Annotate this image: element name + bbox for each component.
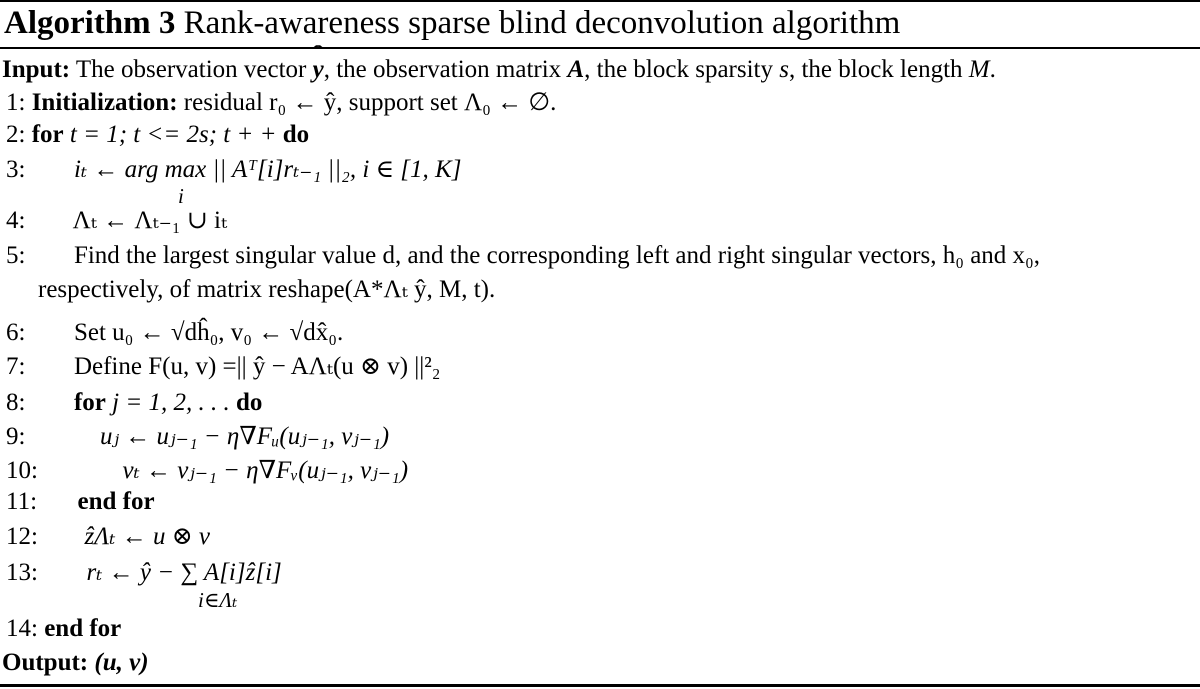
algorithm-title [4, 1, 900, 45]
step-2 [6, 120, 309, 150]
step-8 [6, 388, 262, 418]
step-6 [6, 318, 343, 348]
algorithm-label: Algorithm 3 [4, 5, 176, 41]
step-number: 2: [6, 121, 26, 148]
step-11 [6, 487, 155, 517]
step-text: Set u₀ ← √dĥ₀, v₀ ← √dx̂₀. [73, 319, 344, 346]
step-1 [6, 88, 556, 118]
step-number: 5: [6, 242, 26, 269]
step-text: vₜ ← vⱼ₋₁ − η∇Fᵥ(uⱼ₋₁, vⱼ₋₁) [122, 457, 409, 484]
step-text: j = 1, 2, . . . [112, 389, 230, 416]
sum-subscript: i∈Λₜ [198, 588, 238, 612]
argmax-subscript: i [178, 184, 184, 208]
step-3 [6, 155, 461, 185]
step-text: iₜ ← arg max || Aᵀ[i]rₜ₋₁ ||₂, i ∈ [1, K] [73, 156, 462, 183]
step-keyword-do: do [282, 121, 310, 148]
output-line [2, 648, 149, 678]
step-13 [6, 558, 282, 588]
step-7 [6, 352, 441, 382]
input-sym-m: M [968, 56, 990, 83]
step-text: respectively, of matrix reshape(A*Λₜ ŷ, M, t). [38, 276, 496, 303]
step-number: 4: [6, 207, 26, 234]
input-sym-a: A [567, 56, 585, 83]
step-number: 6: [6, 319, 26, 346]
step-keyword: for [73, 389, 106, 416]
input-text-2: , the observation matrix [323, 56, 562, 83]
step-4 [6, 206, 227, 236]
step-5-continuation [38, 275, 495, 305]
output-label: Output: [2, 649, 89, 676]
input-text-3: , the block sparsity [584, 56, 773, 83]
step-number: 1: [6, 89, 26, 116]
step-keyword-do: do [235, 389, 263, 416]
step-12 [6, 522, 210, 552]
step-14 [6, 614, 121, 644]
step-keyword: end for [77, 488, 155, 515]
input-sym-y: ˆ y [313, 55, 324, 85]
step-number: 13: [6, 559, 38, 586]
step-text: ẑΛₜ ← u ⊗ v [84, 523, 210, 550]
step-number: 7: [6, 353, 26, 380]
input-text-1: The observation vector [75, 56, 307, 83]
algorithm-name: Rank-awareness sparse blind deconvolution algorithm [183, 5, 901, 41]
step-number: 3: [6, 156, 26, 183]
input-sym-s: s [779, 56, 789, 83]
input-line [2, 55, 996, 85]
bottom-rule [0, 684, 1200, 687]
step-number: 14: [6, 615, 38, 642]
output-text: (u, v) [94, 649, 149, 676]
step-9 [6, 422, 389, 452]
step-keyword: for [31, 121, 64, 148]
input-text-5: . [989, 56, 996, 83]
title-rule [0, 47, 1200, 49]
step-text: residual r₀ ← ŷ, support set Λ₀ ← ∅. [183, 89, 557, 116]
step-number: 10: [6, 457, 38, 484]
step-5 [6, 241, 1040, 271]
step-text: Find the largest singular value d, and the corresponding left and right singular vectors, h₀ and x₀, [73, 242, 1041, 269]
step-number: 9: [6, 423, 26, 450]
step-keyword: Initialization: [31, 89, 178, 116]
step-text: rₜ ← ŷ − ∑ A[i]ẑ[i] [86, 559, 282, 586]
input-text-4: , the block length [788, 56, 963, 83]
step-text: uⱼ ← uⱼ₋₁ − η∇Fᵤ(uⱼ₋₁, vⱼ₋₁) [99, 423, 390, 450]
input-label: Input: [2, 56, 71, 83]
step-text: Λₜ ← Λₜ₋₁ ∪ iₜ [72, 207, 228, 234]
step-text: Define F(u, v) =|| ŷ − AΛₜ(u ⊗ v) ||²₂ [73, 353, 441, 380]
step-number: 11: [6, 488, 38, 515]
step-10 [6, 456, 408, 486]
step-keyword: end for [44, 615, 122, 642]
step-number: 8: [6, 389, 26, 416]
step-number: 12: [6, 523, 38, 550]
step-text: t = 1; t <= 2s; t + + [69, 121, 277, 148]
